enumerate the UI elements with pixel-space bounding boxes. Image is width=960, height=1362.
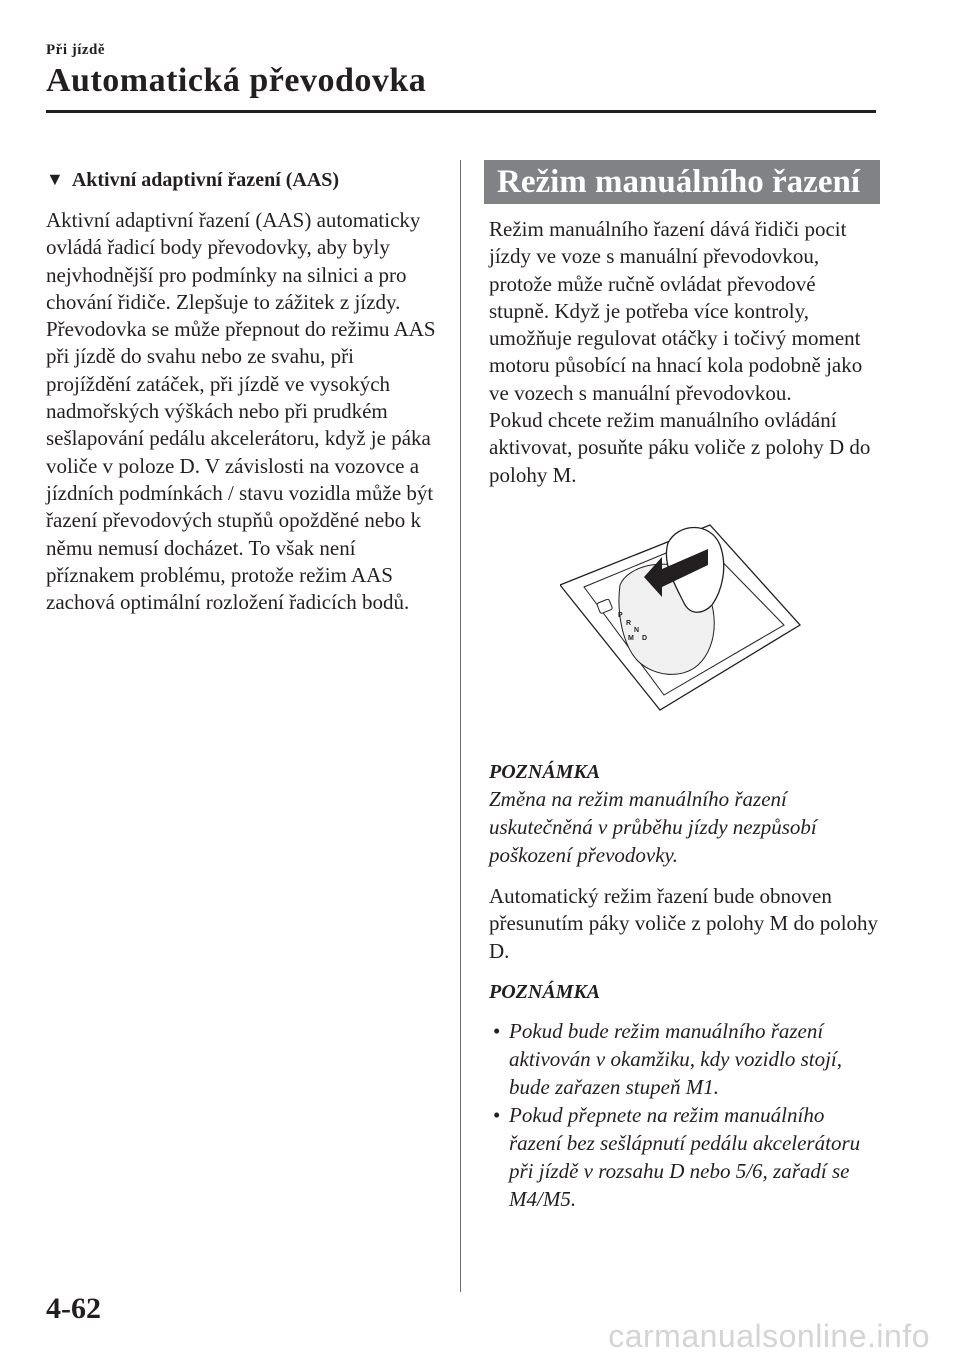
gear-label-r: R <box>626 619 632 627</box>
list-item <box>489 1101 880 1213</box>
note-block-2 <box>489 979 880 1213</box>
shift-lever-drawing <box>560 515 820 715</box>
note-label-1: POZNÁMKA <box>489 760 601 783</box>
bullet-icon: • <box>493 1018 501 1043</box>
page-title: Automatická převodovka <box>46 62 427 99</box>
shift-lever-illustration <box>560 515 820 715</box>
page-number: 4-62 <box>46 1292 101 1325</box>
section-heading-aas <box>46 166 441 193</box>
right-column <box>484 160 880 1213</box>
left-column <box>46 166 441 616</box>
triangle-down-icon: ▼ <box>46 169 64 189</box>
gear-label-p: P <box>618 611 623 619</box>
section-banner-manual-shift: Režim manuálního řazení <box>484 160 880 204</box>
list-item-text: Pokud přepnete na režim manuálního řazení bez sešlápnutí pedálu akcelerátoru při jízdě v rozsahu D nebo 5/6, zařadí se M4/M5. <box>509 1102 861 1211</box>
gear-label-m: M <box>628 634 634 642</box>
note-list <box>489 1017 880 1213</box>
section-heading-aas-label: Aktivní adaptivní řazení (AAS) <box>71 169 340 191</box>
note-label-2: POZNÁMKA <box>489 980 601 1003</box>
column-divider <box>460 160 461 1292</box>
breadcrumb: Při jízdě <box>46 42 106 58</box>
note-text-1: Změna na režim manuálního řazení uskutečněná v průběhu jízdy nezpůsobí poškození převodovky. <box>489 786 817 867</box>
list-item-text: Pokud bude režim manuálního řazení aktivován v okamžiku, kdy vozidlo stojí, bude zařazen stupeň M1. <box>509 1018 842 1099</box>
manual-activation-paragraph: Pokud chcete režim manuálního ovládání aktivovat, posuňte páku voliče z polohy D do polohy M. <box>489 408 871 487</box>
aas-paragraph: Aktivní adaptivní řazení (AAS) automaticky ovládá řadicí body převodovky, aby byly nejvhodnější pro podmínky na silnici a pro chování řidiče. Zlepšuje to zážitek z jízdy. Převodovka se může přepnout do režimu AAS při jízdě do svahu nebo ze svahu, při projíždění zatáček, při jízdě ve vysokých nadmořských výškách nebo při prudkém sešlapování pedálu akcelerátoru, když je páka voliče v poloze D. V závislosti na vozovce a jízdních podmínkách / stavu vozidla může být řazení převodových stupňů opožděné nebo k němu nemusí docházet. To však není příznakem problému, protože režim AAS zachová optimální rozložení řadicích bodů. <box>46 208 436 615</box>
watermark: carmanualsonline.info <box>608 1318 930 1354</box>
gear-label-d: D <box>642 634 648 642</box>
restore-auto-paragraph: Automatický režim řazení bude obnoven přesunutím páky voliče z polohy M do polohy D. <box>489 883 879 963</box>
note-block-1 <box>489 759 880 869</box>
manual-intro-paragraph: Režim manuálního řazení dává řidiči pocit jízdy ve voze s manuální převodovkou, protože může ručně ovládat převodové stupně. Když je potřeba více kontroly, umožňuje regulovat otáčky i točivý moment motoru působící na hnací kola podobně jako ve vozech s manuální převodovkou. <box>489 217 863 405</box>
list-item <box>489 1017 880 1101</box>
gear-label-n: N <box>634 626 640 634</box>
title-divider <box>46 110 876 113</box>
bullet-icon: • <box>493 1102 501 1127</box>
